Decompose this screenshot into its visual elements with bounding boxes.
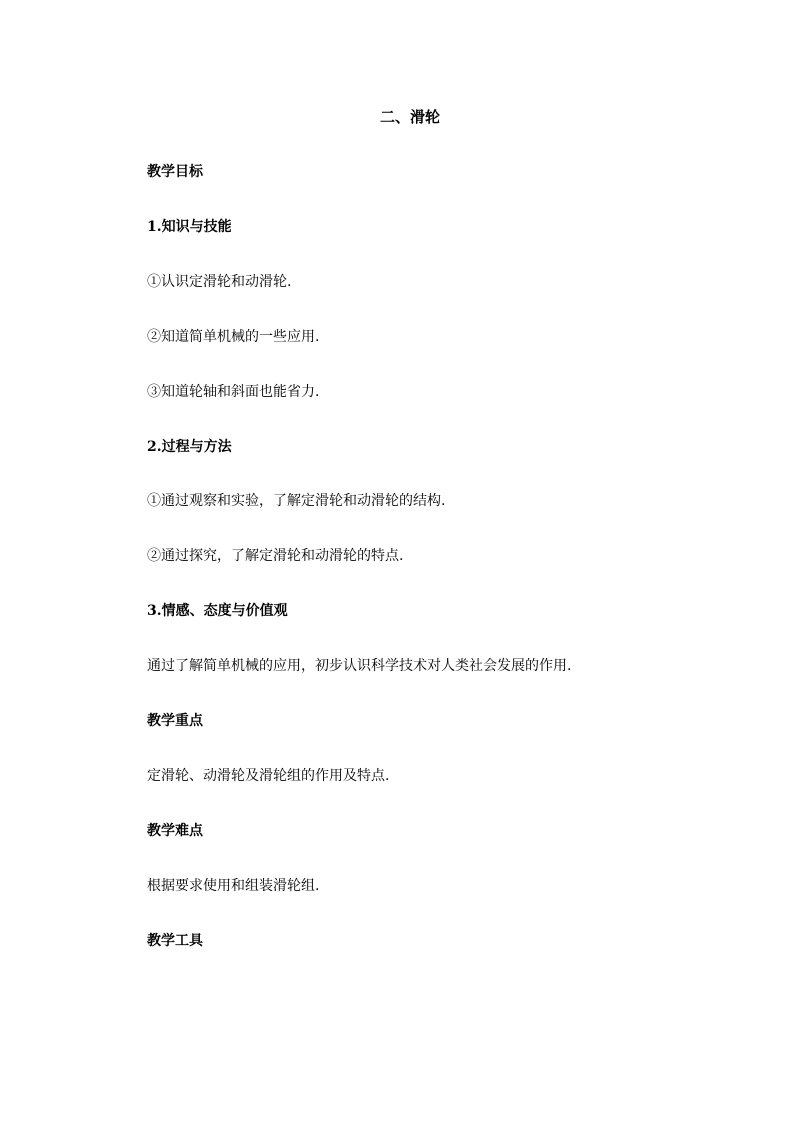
paragraph-line: ①认识定滑轮和动滑轮. xyxy=(147,274,292,290)
paragraph-line: 通过了解简单机械的应用，初步认识科学技术对人类社会发展的作用. xyxy=(147,658,572,674)
heading-teaching-tools: 教学工具 xyxy=(147,933,203,949)
heading-difficult-points: 教学难点 xyxy=(147,823,203,839)
paragraph-line: ③知道轮轴和斜面也能省力. xyxy=(147,384,320,400)
paragraph-line: 根据要求使用和组装滑轮组. xyxy=(147,878,320,894)
paragraph-line: ②通过探究，了解定滑轮和动滑轮的特点. xyxy=(147,548,404,564)
subheading-attitudes-values: 3.情感、态度与价值观 xyxy=(147,603,288,619)
subheading-process-methods: 2.过程与方法 xyxy=(147,439,232,455)
paragraph-line: ②知道简单机械的一些应用. xyxy=(147,329,320,345)
paragraph-line: 定滑轮、动滑轮及滑轮组的作用及特点. xyxy=(147,768,390,784)
paragraph-line: ①通过观察和实验，了解定滑轮和动滑轮的结构. xyxy=(147,493,446,509)
document-title: 二、滑轮 xyxy=(379,108,440,126)
subheading-knowledge-skills: 1.知识与技能 xyxy=(147,219,232,235)
heading-teaching-goals: 教学目标 xyxy=(147,164,203,180)
heading-key-points: 教学重点 xyxy=(147,713,203,729)
